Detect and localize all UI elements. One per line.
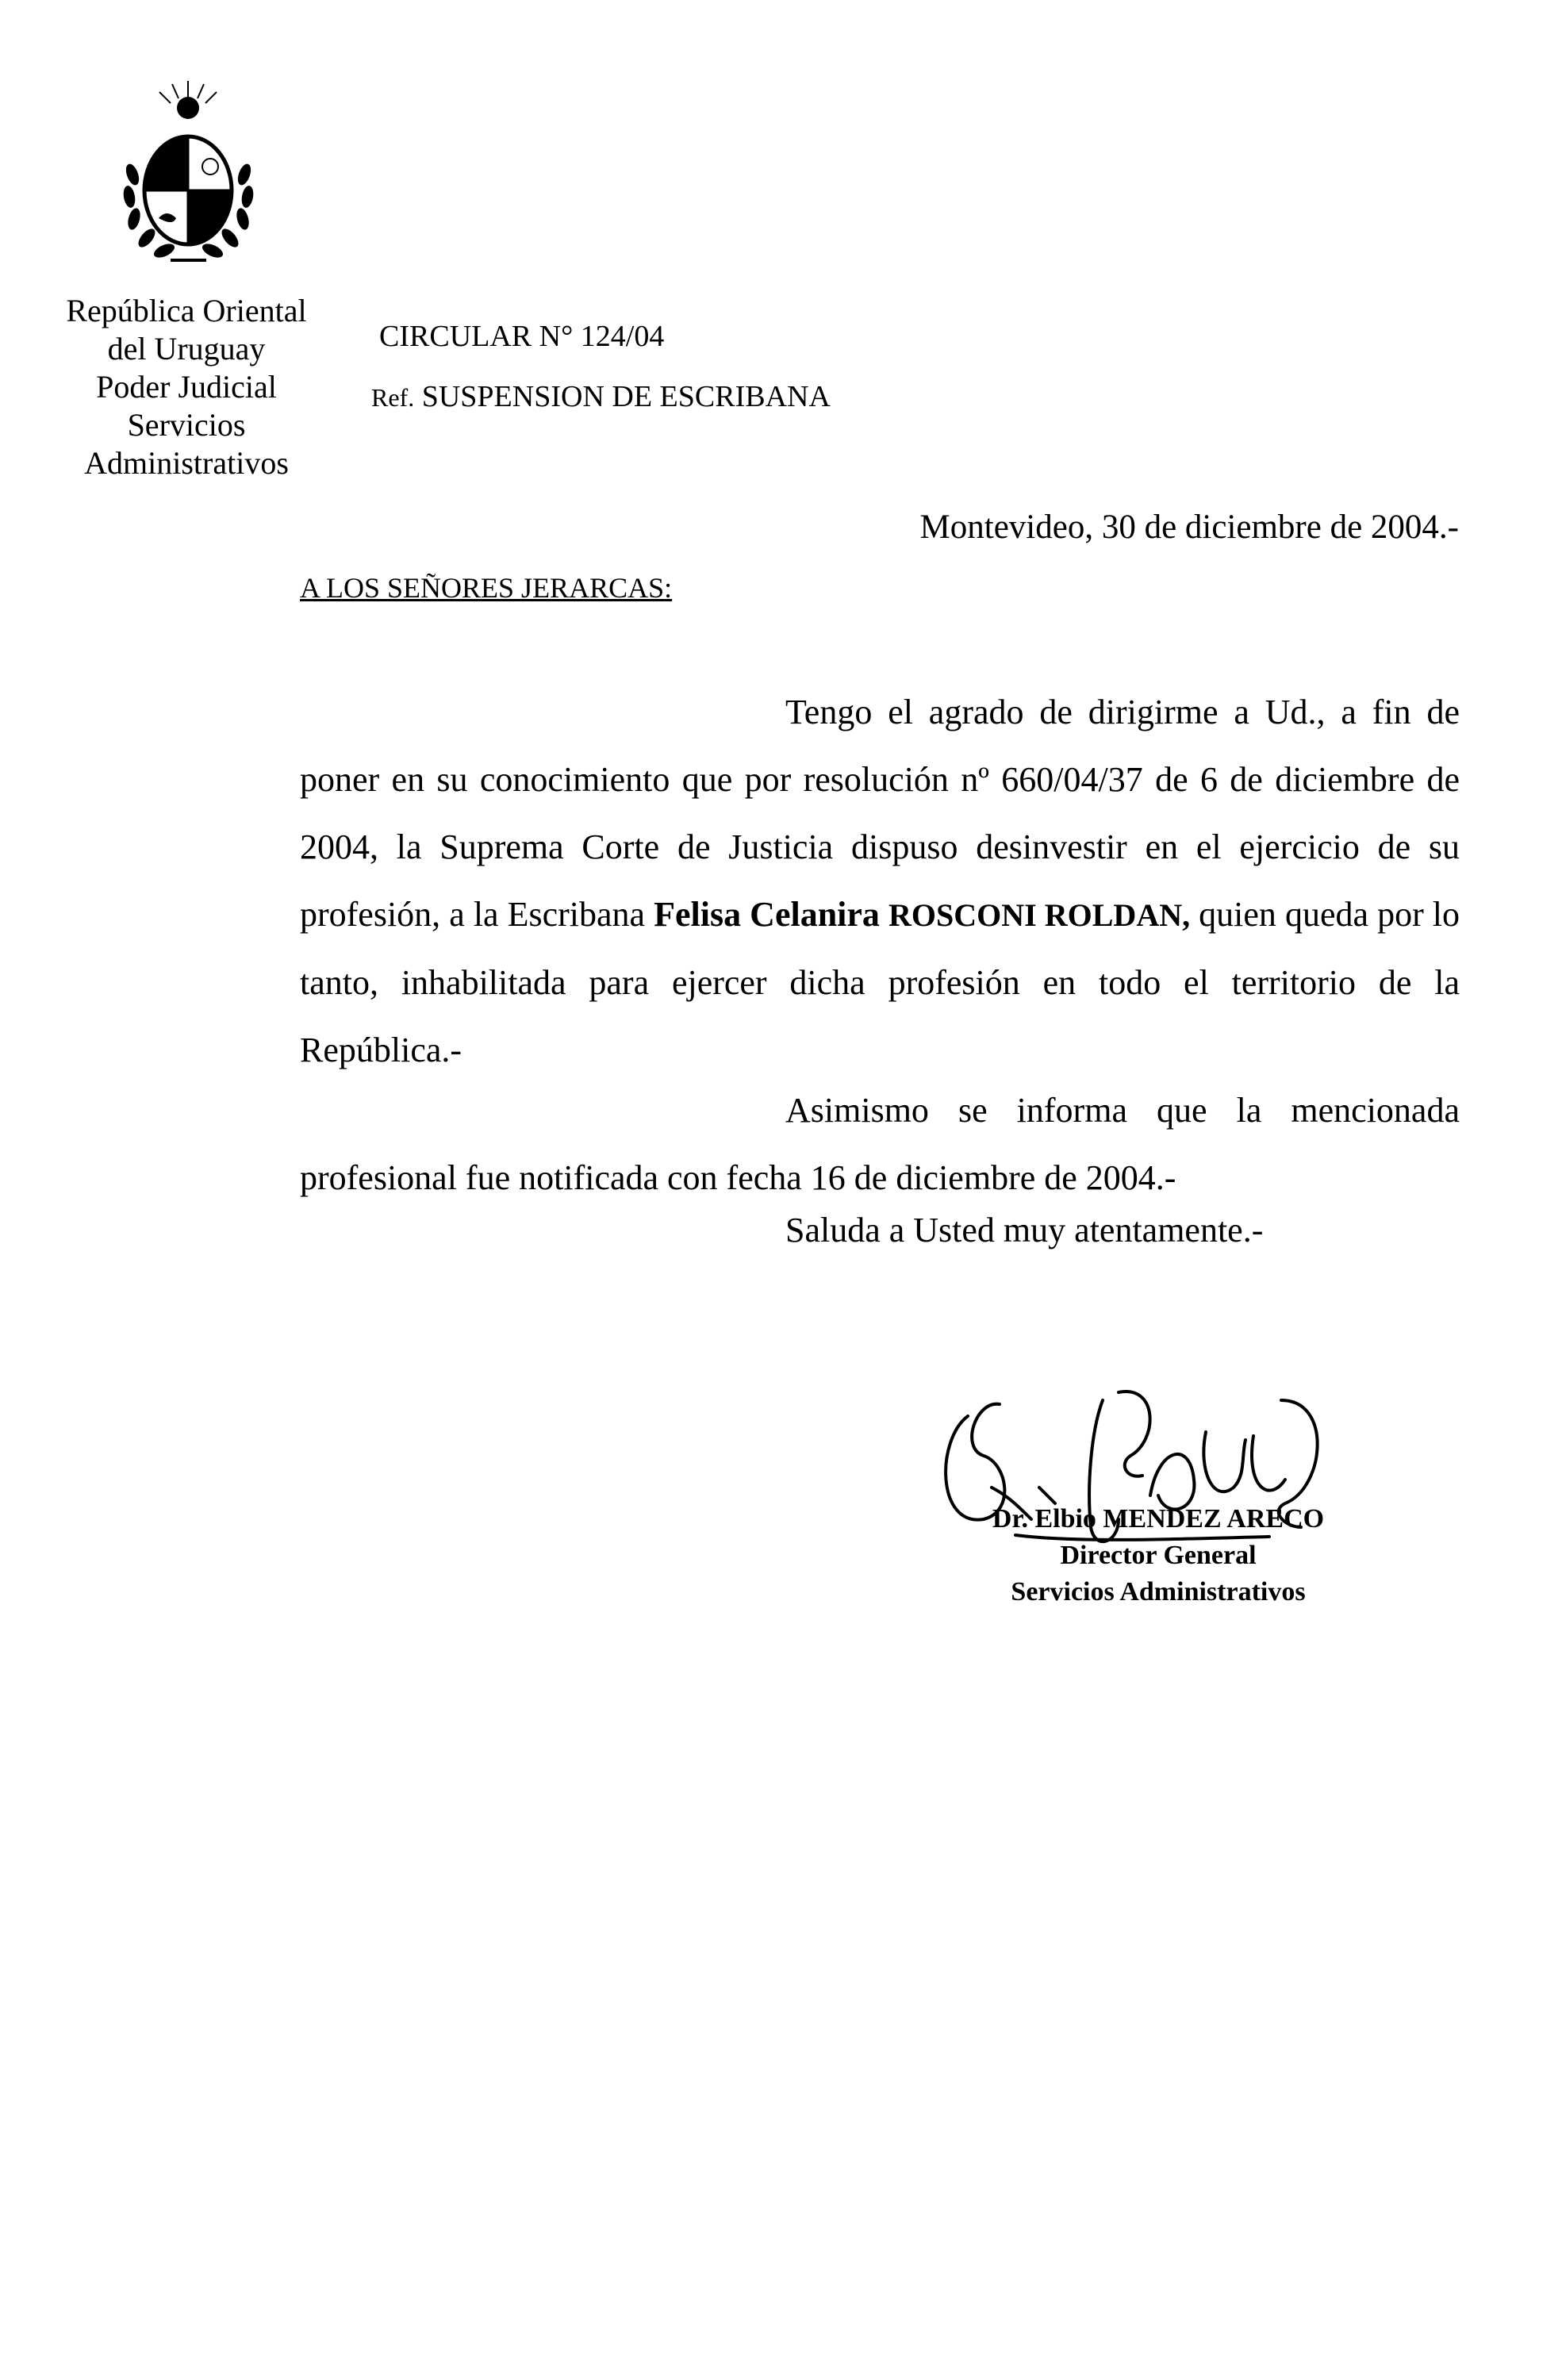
closing-line: Saluda a Usted muy atentamente.- — [785, 1211, 1264, 1250]
body-paragraph-2: Asimismo se informa que la mencionada profesional fue notificada con fecha 16 de diciembre de 2004.- — [300, 1091, 1460, 1197]
notary-name: Felisa Celanira — [654, 895, 880, 934]
paragraph-text: quien queda por lo tanto, inhabilitada para ejercer dicha profesión en todo el territorio de la República.- — [300, 895, 1460, 1069]
circular-value: 124/04 — [580, 320, 665, 353]
signer-department: Servicios Administrativos — [1011, 1577, 1306, 1606]
institution-line: República Oriental — [66, 293, 307, 328]
coat-of-arms-icon — [115, 79, 262, 270]
institution-name — [48, 292, 325, 482]
institution-line: Poder Judicial — [96, 369, 277, 405]
notary-surname: ROSCONI ROLDAN, — [888, 897, 1191, 933]
salutation-text: A LOS SEÑORES JERARCAS — [300, 572, 665, 604]
circular-label: CIRCULAR N° — [379, 320, 574, 353]
body-paragraph-1 — [300, 678, 1460, 1084]
signer-title: Director General — [1060, 1541, 1257, 1570]
institution-line: Administrativos — [84, 445, 289, 481]
signature-block — [952, 1501, 1364, 1610]
letter-date: Montevideo, 30 de diciembre de 2004.- — [919, 509, 1459, 546]
reference-line — [371, 379, 831, 414]
institution-line: Servicios — [127, 407, 246, 443]
signer-name: Dr. Elbio MENDEZ ARECO — [992, 1504, 1325, 1534]
reference-label: Ref. — [371, 383, 415, 412]
paragraph-text: Tengo el agrado de dirigirme a Ud., a fin de poner en su conocimiento que por resolución nº 660/04/37 de 6 de diciembre de 2004, la Suprema Corte de Justicia dispuso desinvestir en el ejercicio de su profesión, a la Escribana — [300, 693, 1460, 934]
salutation-colon: : — [664, 572, 673, 604]
salutation — [300, 571, 672, 605]
circular-number — [379, 319, 664, 354]
reference-subject: SUSPENSION DE ESCRIBANA — [421, 380, 831, 413]
institution-line: del Uruguay — [107, 331, 266, 367]
